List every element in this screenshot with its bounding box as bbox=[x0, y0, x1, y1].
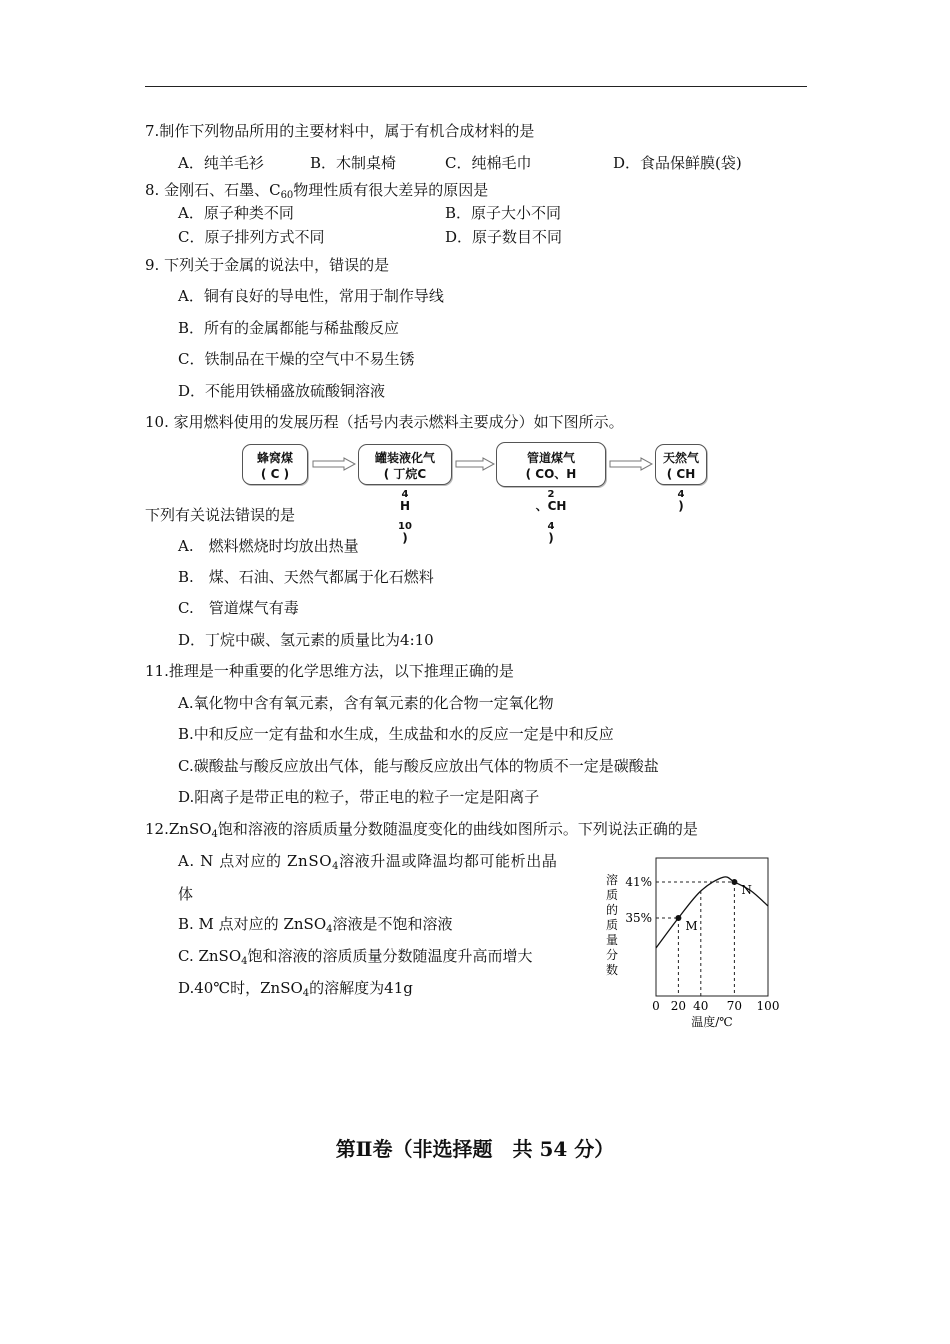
point-label-m: M bbox=[685, 919, 698, 933]
q9-option-a: A．铜有良好的导电性，常用于制作导线 bbox=[178, 287, 444, 305]
q8-stem: 8. 金刚石、石墨、$C_{60}$物理性质有很大差异的原因是 bbox=[145, 181, 489, 201]
x-tick-20: 20 bbox=[670, 999, 687, 1013]
q7-option-b: B．木制桌椅 bbox=[310, 154, 397, 172]
q7-option-c: C．纯棉毛巾 bbox=[445, 154, 532, 172]
q11-option-d: D.阳离子是带正电的粒子，带正电的粒子一定是阳离子 bbox=[178, 788, 540, 806]
q10-stem: 10. 家用燃料使用的发展历程（括号内表示燃料主要成分）如下图所示。 bbox=[145, 413, 624, 431]
q12-option-a: A. N 点对应的 ZnSO$_4$溶液升温或降温均都可能析出晶 bbox=[178, 852, 558, 872]
q8-option-d: D．原子数目不同 bbox=[445, 228, 563, 246]
q10-option-c: C. 管道煤气有毒 bbox=[178, 599, 299, 617]
q7-option-a: A．纯羊毛衫 bbox=[178, 154, 264, 172]
x-tick-100: 100 bbox=[756, 999, 780, 1013]
flow-arrow-3 bbox=[609, 457, 653, 471]
x-tick-40: 40 bbox=[693, 999, 709, 1013]
x-tick-0: 0 bbox=[652, 999, 660, 1013]
q12-stem: 12.ZnSO$_4$饱和溶液的溶质质量分数随温度变化的曲线如图所示。下列说法正确的是 bbox=[145, 820, 698, 840]
q7-option-d: D．食品保鲜膜(袋) bbox=[613, 154, 742, 172]
q8-option-a: A．原子种类不同 bbox=[178, 204, 294, 222]
q8-option-b: B．原子大小不同 bbox=[445, 204, 562, 222]
flow-box-lpg: 罐装液化气 ( 丁烷C $_4$ H $_{10}$ ) bbox=[358, 444, 452, 485]
y-axis-label bbox=[606, 872, 618, 977]
y-label-char-4: 量 bbox=[605, 933, 619, 947]
y-label-char-5: 分 bbox=[605, 948, 619, 962]
q11-option-c: C.碳酸盐与酸反应放出气体，能与酸反应放出气体的物质不一定是碳酸盐 bbox=[178, 757, 659, 775]
chart-frame bbox=[656, 858, 768, 996]
q10-option-b: B. 煤、石油、天然气都属于化石燃料 bbox=[178, 568, 434, 586]
point-m bbox=[675, 915, 681, 921]
q11-option-a: A.氧化物中含有氧元素，含有氧元素的化合物一定氧化物 bbox=[178, 694, 554, 712]
flow-box-natural-gas: 天然气 ( CH $_4$ ) bbox=[655, 444, 707, 485]
flow-box-pipeline-gas: 管道煤气 ( CO、H $_2$ 、CH $_4$ ) bbox=[496, 442, 606, 487]
point-label-n: N bbox=[741, 883, 752, 897]
y-tick-1: 41% bbox=[625, 875, 652, 889]
y-label-char-1: 质 bbox=[605, 888, 619, 902]
x-axis-label: 温度/℃ bbox=[691, 1015, 733, 1029]
flow-box-honeycomb-coal: 蜂窝煤 ( C ) bbox=[242, 444, 308, 485]
q10-sub-stem: 下列有关说法错误的是 bbox=[145, 506, 296, 524]
q10-option-a: A. 燃料燃烧时均放出热量 bbox=[178, 537, 359, 555]
q12-option-c: C. ZnSO$_4$饱和溶液的溶质质量分数随温度升高而增大 bbox=[178, 947, 533, 967]
solubility-chart bbox=[600, 850, 790, 1035]
section-title: 第Ⅱ卷（非选择题 共 54 分） bbox=[335, 1137, 615, 1161]
y-label-char-0: 溶 bbox=[605, 873, 619, 887]
q12-option-d: D.40℃时，ZnSO$_4$的溶解度为41g bbox=[178, 979, 413, 999]
q9-option-b: B．所有的金属都能与稀盐酸反应 bbox=[178, 319, 400, 337]
x-tick-70: 70 bbox=[726, 999, 743, 1013]
y-label-char-3: 质 bbox=[605, 918, 619, 932]
q7-stem: 7.制作下列物品所用的主要材料中，属于有机合成材料的是 bbox=[145, 122, 535, 140]
q12-option-b: B. M 点对应的 ZnSO$_4$溶液是不饱和溶液 bbox=[178, 915, 453, 935]
point-n bbox=[731, 879, 737, 885]
q9-stem: 9. 下列关于金属的说法中，错误的是 bbox=[145, 256, 390, 274]
y-label-char-6: 数 bbox=[605, 963, 619, 977]
q8-option-c: C．原子排列方式不同 bbox=[178, 228, 325, 246]
q9-option-d: D．不能用铁桶盛放硫酸铜溶液 bbox=[178, 382, 386, 400]
flow-arrow-2 bbox=[455, 457, 495, 471]
header-rule bbox=[145, 86, 807, 87]
q11-option-b: B.中和反应一定有盐和水生成，生成盐和水的反应一定是中和反应 bbox=[178, 725, 614, 743]
q12-option-a-continued: 体 bbox=[178, 885, 194, 903]
y-tick-0: 35% bbox=[625, 911, 652, 925]
q9-option-c: C．铁制品在干燥的空气中不易生锈 bbox=[178, 350, 415, 368]
flow-arrow-1 bbox=[312, 457, 356, 471]
y-label-char-2: 的 bbox=[605, 903, 619, 917]
q10-option-d: D．丁烷中碳、氢元素的质量比为4:10 bbox=[178, 631, 434, 649]
q11-stem: 11.推理是一种重要的化学思维方法，以下推理正确的是 bbox=[145, 662, 514, 680]
